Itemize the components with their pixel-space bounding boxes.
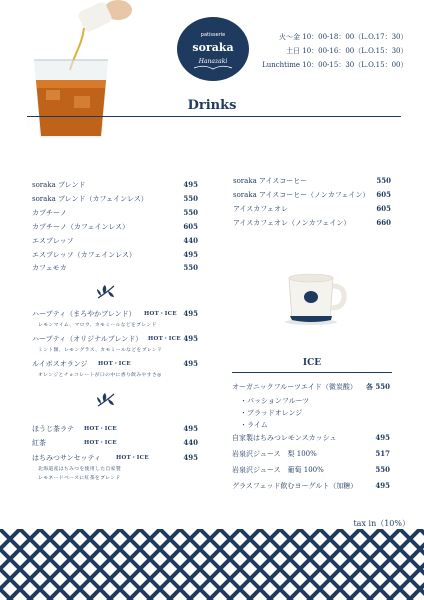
- flavor-option: ・パッションフルーツ: [240, 397, 310, 405]
- leaf-icon: [95, 391, 117, 409]
- menu-item: はちみつサンセッティ HOT・ICE 495: [32, 453, 198, 462]
- hours-lunch: Lunchtime 10：00-15：30（L.O.15：00）: [262, 61, 408, 69]
- menu-item: soraka アイスコーヒー（ノンカフェイン） 605: [233, 190, 391, 199]
- page-title: Drinks: [187, 98, 237, 113]
- iced-tea-photo: [22, 0, 132, 140]
- menu-item: カプチーノ（カフェインレス） 605: [32, 222, 198, 231]
- menu-item: 自家製はちみつレモンスカッシュ 495: [232, 433, 390, 442]
- tax-note: tax in（10%）: [353, 519, 410, 528]
- item-description: ミント類、レモングラス、カモミールなどをブレンド: [38, 348, 163, 353]
- menu-item: ほうじ茶ラテ HOT・ICE 495: [32, 424, 198, 433]
- title-divider: [27, 116, 401, 117]
- menu-item: ハーブティ（オリジナルブレンド） HOT・ICE 495: [32, 334, 198, 343]
- flavor-option: ・ライム: [240, 421, 268, 429]
- item-description: 北海道産はちみつを使用した自家製: [38, 467, 122, 472]
- item-description: オレンジとチョコレートが口の中に香り飲みやすさ◎: [38, 373, 162, 378]
- hours-weekend: 土日 10：00-16：00（L.O.15：30）: [286, 47, 408, 55]
- leaf-icon: [95, 283, 117, 301]
- menu-item: soraka ブレンド 495: [32, 180, 198, 189]
- menu-item: グラスフェッド飲むヨーグルト（加糖） 495: [232, 481, 390, 490]
- menu-item: soraka アイスコーヒー 550: [233, 176, 391, 185]
- lattice-pattern: [0, 529, 424, 600]
- item-description: レモネードベースに紅茶をブレンド: [38, 476, 121, 481]
- logo-script: Hanazaki: [198, 58, 228, 65]
- menu-item: エスプレッソ（カフェインレス） 495: [32, 250, 198, 259]
- menu-item: エスプレッソ 440: [32, 236, 198, 245]
- menu-item: カフェモカ 550: [32, 263, 198, 272]
- menu-item: ハーブティ（まろやかブレンド） HOT・ICE 495: [32, 309, 198, 318]
- item-description: レモンマイム、マロウ、カモミールなどをブレンド: [38, 323, 157, 328]
- hours-weekday: 火～金 10：00-18：00（L.O.17：30）: [279, 33, 408, 41]
- menu-item: アイスカフェオレ 605: [233, 204, 391, 213]
- flavor-option: ・ブラッドオレンジ: [240, 409, 303, 417]
- soraka-logo: [176, 16, 250, 82]
- logo-top-text: patisserie: [200, 32, 226, 38]
- menu-item: soraka ブレンド（カフェインレス） 550: [32, 194, 198, 203]
- menu-item: オーガニックフルーツエイド（微炭酸） 各 550: [232, 382, 390, 391]
- ice-heading: ICE: [302, 358, 322, 368]
- menu-item: 岩泉沢ジュース 梨 100% 517: [232, 449, 390, 458]
- ice-divider: [232, 372, 392, 373]
- menu-item: ルイボスオランジ HOT・ICE 495: [32, 359, 198, 368]
- menu-item: カプチーノ 550: [32, 208, 198, 217]
- menu-item: アイスカフェオレ（ノンカフェイン） 660: [233, 218, 391, 227]
- coffee-mug-photo: [283, 268, 347, 326]
- logo-name: soraka: [192, 41, 234, 54]
- menu-item: 紅茶 HOT・ICE 440: [32, 438, 198, 447]
- menu-item: 岩泉沢ジュース 葡萄 100% 550: [232, 465, 390, 474]
